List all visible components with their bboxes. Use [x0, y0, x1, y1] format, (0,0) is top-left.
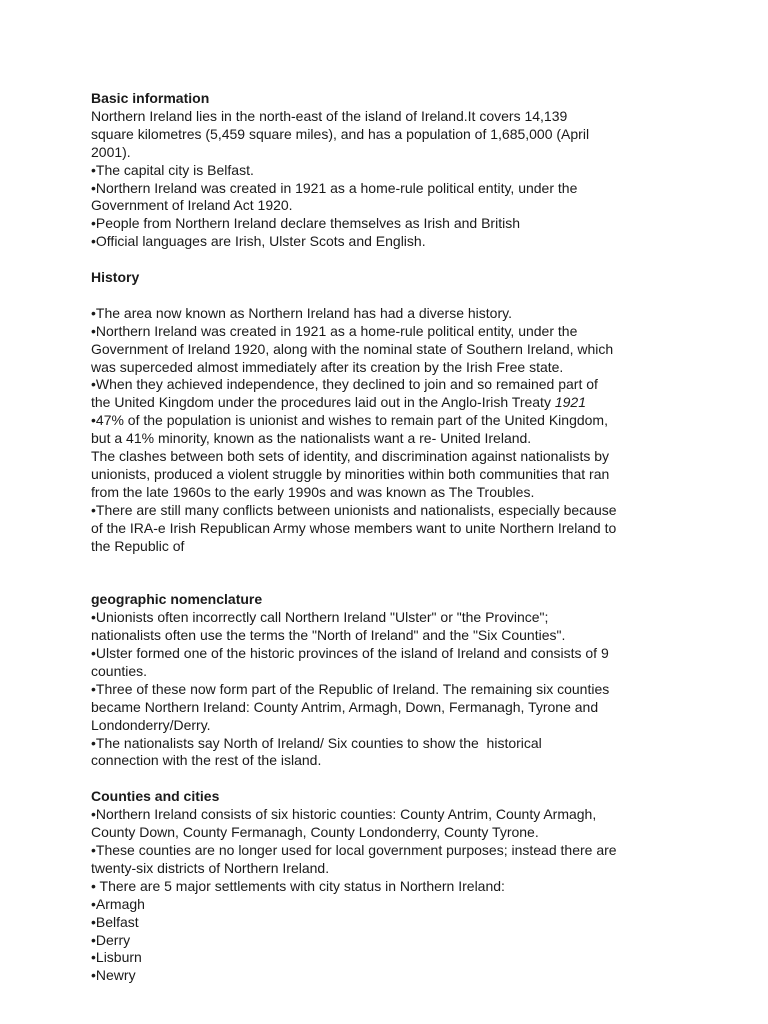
counties-line: twenty-six districts of Northern Ireland. [91, 859, 330, 876]
geo-line: •The nationalists say North of Ireland/ Six counties to show the historical [91, 734, 542, 751]
spacer [91, 251, 691, 269]
city-item-belfast: •Belfast [91, 913, 139, 930]
history-line: The clashes between both sets of identity, and discrimination against nationalists by [91, 448, 610, 465]
basic-line: •The capital city is Belfast. [91, 161, 254, 178]
geo-line: became Northern Ireland: County Antrim, Armagh, Down, Fermanagh, Tyrone and [91, 698, 599, 715]
history-line: Government of Ireland 1920, along with the nominal state of Southern Ireland, which [91, 340, 614, 357]
basic-line: Government of Ireland Act 1920. [91, 197, 293, 214]
basic-line: 2001). [91, 143, 131, 160]
section-basic-information [91, 90, 691, 251]
basic-line: •People from Northern Ireland declare themselves as Irish and British [91, 215, 520, 232]
city-item-derry: •Derry [91, 931, 131, 948]
counties-line: •These counties are no longer used for local government purposes; instead there are [91, 842, 617, 858]
geo-line: •Ulster formed one of the historic provinces of the island of Ireland and consists of 9 [91, 645, 609, 662]
basic-line: •Official languages are Irish, Ulster Scots and English. [91, 233, 426, 250]
section-history [91, 269, 691, 555]
geo-line: •Unionists often incorrectly call Northern Ireland "Ulster" or "the Province"; [91, 609, 549, 626]
history-line: •47% of the population is unionist and wishes to remain part of the United Kingdom, [91, 412, 608, 429]
history-line: •Northern Ireland was created in 1921 as a home-rule political entity, under the [91, 322, 578, 339]
history-line: the Republic of [91, 537, 185, 554]
document-page [91, 90, 691, 985]
city-item-newry: •Newry [91, 967, 136, 984]
history-line: •The area now known as Northern Ireland has had a diverse history. [91, 304, 512, 321]
geo-line: connection with the rest of the island. [91, 752, 322, 769]
spacer [91, 770, 691, 788]
history-line: from the late 1960s to the early 1990s and was known as The Troubles. [91, 483, 535, 500]
heading-basic-information: Basic information [91, 90, 210, 106]
heading-geographic-nomenclature: geographic nomenclature [91, 591, 263, 608]
history-line: •When they achieved independence, they declined to join and so remained part of [91, 376, 598, 393]
counties-line: • There are 5 major settlements with city status in Northern Ireland: [91, 877, 505, 894]
history-line: •There are still many conflicts between unionists and nationalists, especially because [91, 501, 617, 518]
geo-line: counties. [91, 662, 148, 679]
counties-line: •Northern Ireland consists of six historic counties: County Antrim, County Armagh, [91, 806, 597, 823]
spacer [91, 556, 691, 592]
heading-counties-and-cities: Counties and cities [91, 788, 220, 805]
treaty-text: the United Kingdom under the procedures laid out in the Anglo-Irish Treaty [91, 394, 555, 411]
treaty-year: 1921 [554, 394, 586, 411]
geo-line: •Three of these now form part of the Republic of Ireland. The remaining six counties [91, 680, 610, 697]
history-line: but a 41% minority, known as the nationalists want a re- United Ireland. [91, 430, 532, 447]
section-geographic-nomenclature [91, 591, 691, 770]
basic-line: square kilometres (5,459 square miles), and has a population of 1,685,000 (April [91, 125, 590, 142]
basic-line: •Northern Ireland was created in 1921 as a home-rule political entity, under the [91, 179, 578, 196]
geo-line: Londonderry/Derry. [91, 716, 211, 733]
section-counties-and-cities [91, 788, 691, 985]
heading-history: History [91, 269, 140, 286]
spacer [91, 287, 691, 305]
history-treaty-line [91, 394, 691, 412]
history-line: of the IRA-e Irish Republican Army whose members want to unite Northern Ireland to [91, 519, 617, 536]
city-item-armagh: •Armagh [91, 895, 145, 912]
geo-line: nationalists often use the terms the "North of Ireland" and the "Six Counties". [91, 627, 566, 644]
counties-line: County Down, County Fermanagh, County Londonderry, County Tyrone. [91, 824, 539, 841]
history-line: unionists, produced a violent struggle by minorities within both communities that ran [91, 466, 610, 482]
city-item-lisburn: •Lisburn [91, 949, 142, 966]
history-line: was superceded almost immediately after its creation by the Irish Free state. [91, 358, 564, 375]
basic-line: Northern Ireland lies in the north-east of the island of Ireland.It covers 14,139 [91, 107, 568, 124]
